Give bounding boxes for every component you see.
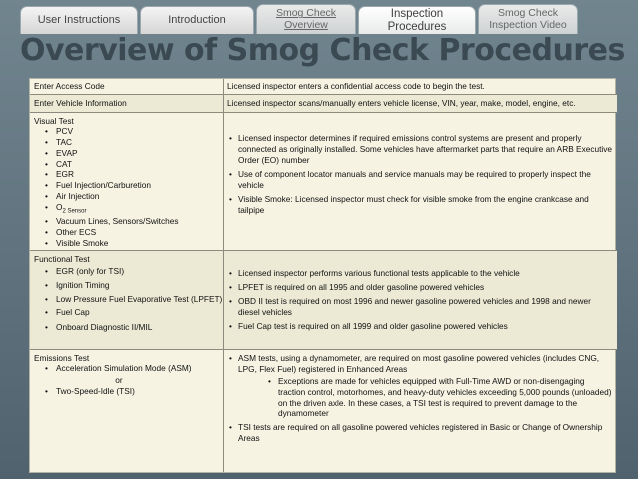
functional-test-list	[34, 264, 224, 333]
tab-bar	[0, 0, 638, 34]
list-item: • Fuel Injection/Carburetion	[34, 180, 224, 191]
tab-label-line: Inspection Video	[489, 18, 567, 31]
page-title: Overview of Smog Check Procedures	[20, 33, 625, 68]
list-item	[34, 202, 224, 216]
tab-introduction[interactable]	[140, 6, 254, 34]
table-row-visual-test	[30, 113, 617, 251]
tab-label: User Instructions	[37, 13, 121, 26]
sub-list-item: • Exceptions are made for vehicles equipped with Full-Time AWD or non-disengaging traction control, motorhomes, and heavy-duty vehicles exceeding 5,000 pounds (unloaded) on the driven axle. In these cases, a TSI test is required to prevent damage to the dynamometer	[238, 376, 613, 419]
visual-test-heading: Visual Test	[34, 116, 74, 126]
tab-label: Introduction	[168, 13, 226, 26]
tab-label-line: Smog Check	[497, 7, 559, 20]
list-item: • Visible Smoke: Licensed inspector must check for visible smoke from the engine crankcase and tailpipe	[227, 194, 613, 216]
list-item: • PCV	[34, 126, 224, 137]
step-label: Enter Vehicle Information	[34, 98, 127, 108]
o2-prefix: O	[56, 201, 63, 212]
list-item: • EGR (only for TSI)	[34, 264, 224, 278]
list-item: • CAT	[34, 159, 224, 170]
emissions-test-cell	[34, 353, 224, 396]
list-item: • Onboard Diagnostic II/MIL	[34, 320, 224, 334]
list-item: • EVAP	[34, 148, 224, 159]
list-item: • Other ECS	[34, 227, 224, 238]
list-item: • TAC	[34, 137, 224, 148]
table-row-functional-test	[30, 251, 617, 350]
table-row-emissions-test	[30, 350, 617, 472]
step-description: Licensed inspector enters a confidential access code to begin the test.	[227, 81, 485, 91]
list-item: • Use of component locator manuals and service manuals may be required to properly inspect the vehicle	[227, 169, 613, 191]
tab-smog-check-overview[interactable]	[256, 4, 356, 34]
tab-label-line: Procedures	[387, 20, 447, 33]
list-item: • Ignition Timing	[34, 278, 224, 292]
list-item: • TSI tests are required on all gasoline powered vehicles registered in Basic or Change of Ownership Areas	[227, 422, 613, 444]
bullet-text: ASM tests, using a dynamometer, are required on most gasoline powered vehicles (includes CNG, LPG, Flex Fuel) registered in Enhanced Areas	[238, 353, 600, 375]
functional-test-bullets	[227, 268, 613, 332]
list-item: • LPFET is required on all 1995 and older gasoline powered vehicles	[227, 282, 613, 293]
tab-smog-check-inspection-video[interactable]	[478, 4, 578, 34]
emissions-test-heading: Emissions Test	[34, 353, 90, 363]
list-item: • Vacuum Lines, Sensors/Switches	[34, 216, 224, 227]
visual-test-bullets	[227, 133, 613, 216]
tab-inspection-procedures[interactable]	[358, 6, 476, 34]
emissions-test-list-2	[34, 386, 224, 397]
emissions-test-details	[227, 353, 613, 447]
list-item: • Visible Smoke	[34, 238, 224, 249]
list-item	[227, 353, 613, 419]
tab-label-line: Overview	[284, 18, 328, 31]
list-item: • Air Injection	[34, 191, 224, 202]
list-item: • Two-Speed-Idle (TSI)	[34, 386, 224, 397]
emissions-test-bullets	[227, 353, 613, 444]
procedures-table	[29, 78, 616, 473]
visual-test-details	[227, 133, 613, 219]
visual-test-cell	[34, 116, 224, 249]
list-item: • EGR	[34, 169, 224, 180]
list-item: • Licensed inspector performs various functional tests applicable to the vehicle	[227, 268, 613, 279]
tab-user-instructions[interactable]	[20, 6, 138, 34]
list-item: • Fuel Cap	[34, 305, 224, 319]
sub-list	[238, 376, 613, 419]
list-item: • Acceleration Simulation Mode (ASM)	[34, 363, 224, 374]
visual-test-list	[34, 126, 224, 248]
functional-test-cell	[34, 254, 224, 334]
tab-label-line: Inspection	[390, 8, 444, 21]
functional-test-details	[227, 268, 613, 335]
step-label: Enter Access Code	[34, 81, 105, 91]
emissions-test-list	[34, 363, 224, 374]
step-description: Licensed inspector scans/manually enters vehicle license, VIN, year, make, model, engine, etc.	[227, 98, 576, 108]
o2-suffix: 2 Sensor	[62, 208, 87, 215]
or-separator: or	[115, 375, 123, 386]
list-item: • OBD II test is required on most 1996 and newer gasoline powered vehicles and 1998 and newer diesel vehicles	[227, 296, 613, 318]
list-item: • Licensed inspector determines if required emissions control systems are present and properly connected as originally installed. Some vehicles have aftermarket parts that require an ARB Executive Order (EO) number	[227, 133, 613, 166]
table-row-access-code	[30, 79, 617, 95]
table-row-vehicle-information	[30, 95, 617, 113]
list-item: • Low Pressure Fuel Evaporative Test (LPFET)	[34, 293, 224, 306]
functional-test-heading: Functional Test	[34, 254, 90, 264]
tab-label-line: Smog Check	[275, 7, 337, 20]
list-item: • Fuel Cap test is required on all 1999 and older gasoline powered vehicles	[227, 321, 613, 332]
